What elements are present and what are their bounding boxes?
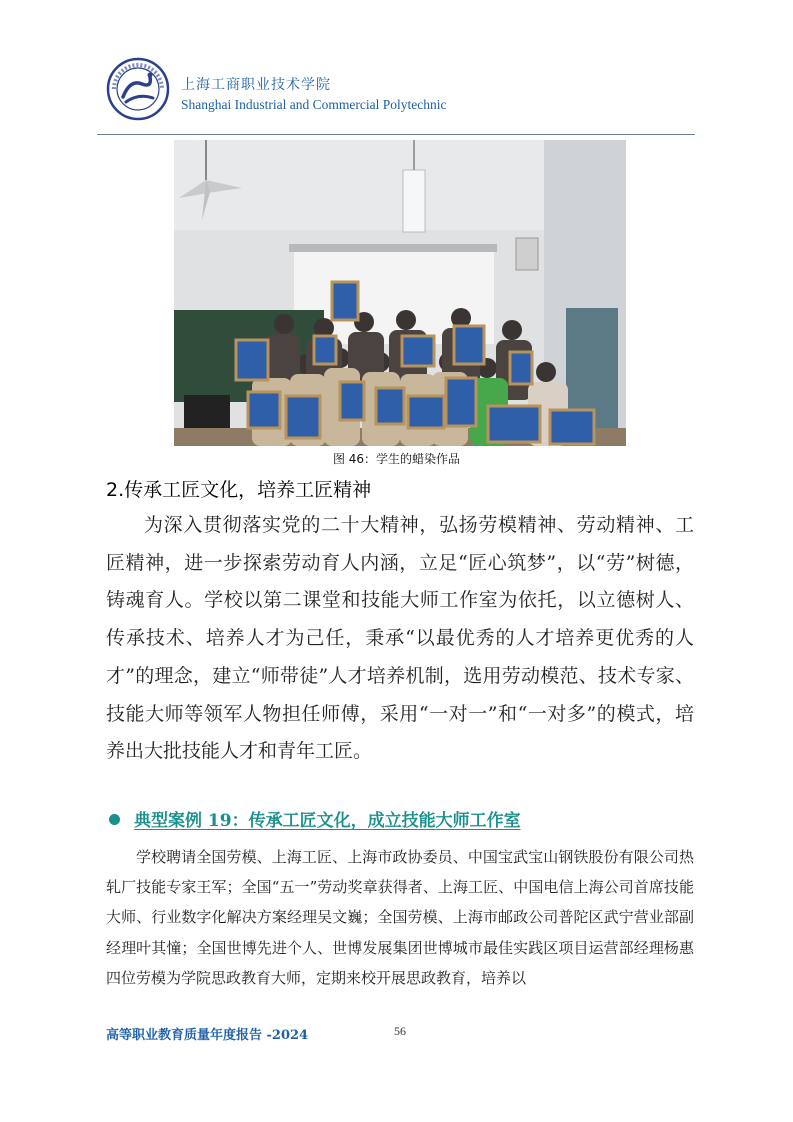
header-divider	[97, 134, 695, 135]
school-name-en: Shanghai Industrial and Commercial Polytechnic	[181, 97, 447, 112]
school-emblem-icon	[106, 57, 170, 121]
school-name-cn: 上海工商职业技术学院	[181, 77, 331, 93]
case-paragraph: 学校聘请全国劳模、上海工匠、上海市政协委员、中国宝武宝山钢铁股份有限公司热轧厂技能专家王军；全国“五一”劳动奖章获得者、上海工匠、中国电信上海公司首席技能大师、行业数字化解决方案经理吴文巍；全国劳模、上海市邮政公司普陀区武宁营业部副经理叶其憧；全国世博先进个人、世博发展集团世博城市最佳实践区项目运营部经理杨惠四位劳模为学院思政教育大师，定期来校开展思政教育，培养以	[106, 848, 694, 987]
bullet-dot-icon	[109, 814, 120, 825]
student-batik-photo	[174, 140, 626, 446]
footer-report-title: 高等职业教育质量年度报告 -2024	[106, 1028, 309, 1043]
section-heading: 2.传承工匠文化，培养工匠精神	[106, 479, 372, 501]
case-title: 典型案例 19：传承工匠文化，成立技能大师工作室	[134, 811, 521, 831]
section-paragraph: 为深入贯彻落实党的二十大精神，弘扬劳模精神、劳动精神、工匠精神，进一步探索劳动育人内涵，立足“匠心筑梦”，以“劳”树德，铸魂育人。学校以第二课堂和技能大师工作室为依托，以立德树人、传承技术、培养人才为己任，秉承“以最优秀的人才培养更优秀的人才”的理念，建立“师带徒”人才培养机制，选用劳动模范、技术专家、技能大师等领军人物担任师傅，采用“一对一”和“一对多”的模式，培养出大批技能人才和青年工匠。	[106, 514, 694, 763]
page-number: 56	[394, 1024, 406, 1038]
figure-caption: 图 46：学生的蜡染作品	[332, 452, 461, 466]
